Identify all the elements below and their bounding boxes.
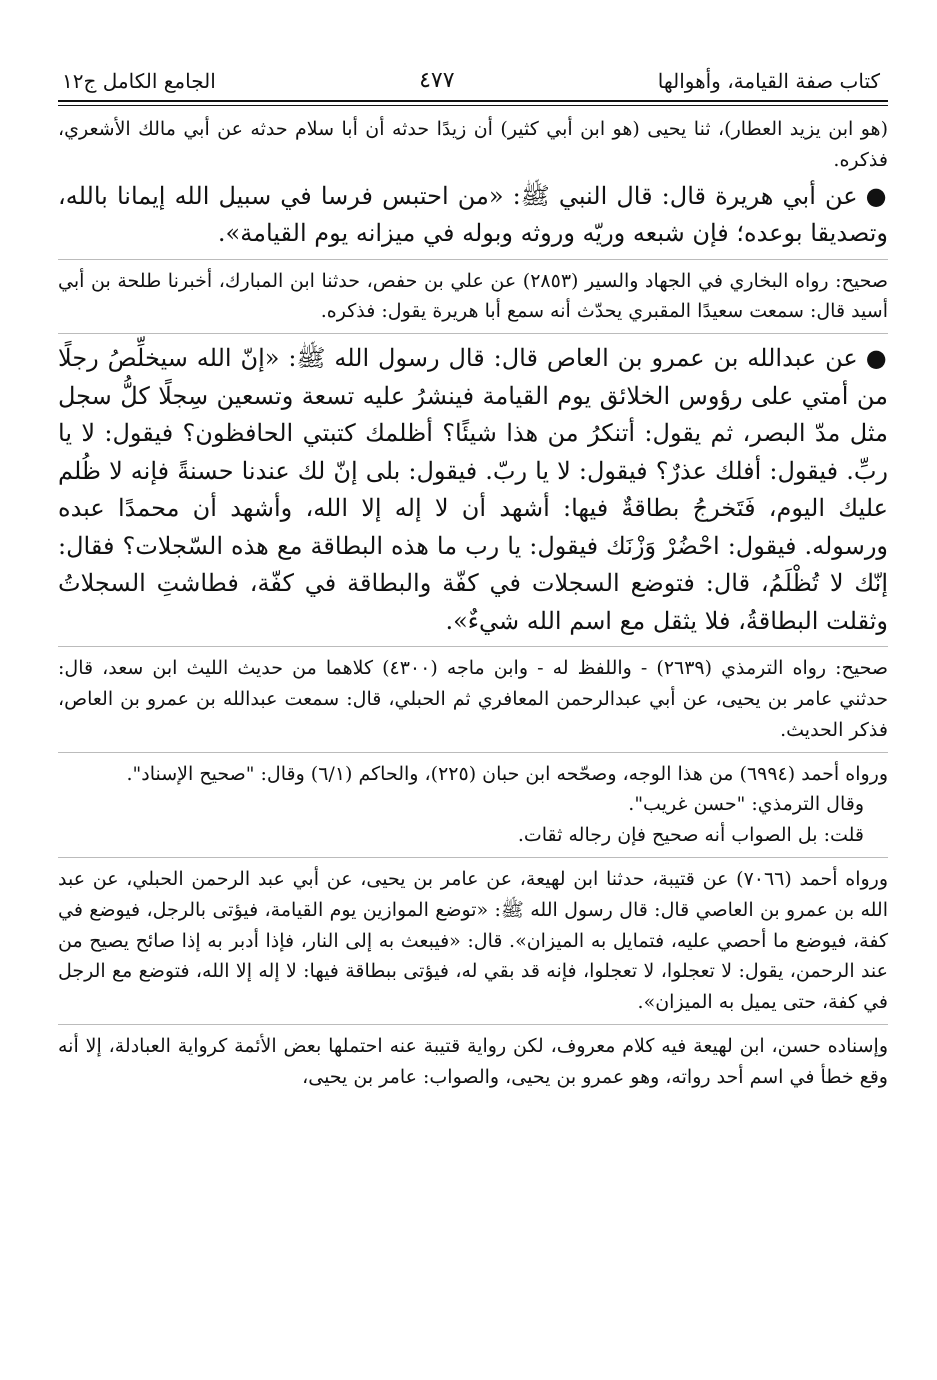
page-number: ٤٧٧	[419, 68, 455, 93]
separator	[58, 857, 888, 858]
commentary-paragraph: ورواه أحمد (٧٠٦٦) عن قتيبة، حدثنا ابن لهيعة، عن عامر بن يحيى، عن أبي عبد الرحمن الحبلي، عن عبد الله بن عمرو بن العاصي قال: قال رسول الله ﷺ: «توضع الموازين يوم القيامة، فيؤتى بالرجل، فيوضع في كفة، فيوضع ما أحصي عليه، فتمايل به الميزان». قال: «فيبعث به إلى النار، فإذا أدبر به إذا صائح يصيح من عند الرحمن، يقول: لا تعجلوا، لا تعجلوا، فإنه قد بقي له، فيؤتى ببطاقة فيها: لا إله إلا الله، فتوضع مع الرجل في كفة، حتى يميل به الميزان».	[58, 867, 889, 1014]
takhrij-paragraph: صحيح: رواه البخاري في الجهاد والسير (٢٨٥٣) عن علي بن حفص، حدثنا ابن المبارك، أخبرنا طلحة بن أبي أسيد قال: سمعت سعيدًا المقبري يحدّث أنه سمع أبا هريرة يقول: فذكره.	[58, 269, 888, 323]
paragraph-isnad-continuation: (هو ابن يزيد العطار)، ثنا يحيى (هو ابن أبي كثير) أن زيدًا حدثه أن أبا سلام حدثه عن أبي مالك الأشعري، فذكره.	[58, 118, 888, 171]
bullet-icon: ●	[865, 181, 888, 210]
header-rule-thin	[58, 105, 888, 106]
page-header	[58, 58, 888, 94]
separator	[58, 752, 888, 753]
separator	[58, 333, 888, 334]
commentary-paragraph: قلت: بل الصواب أنه صحيح فإن رجاله ثقات.	[517, 824, 864, 847]
hadith-paragraph	[58, 340, 888, 640]
running-title-left: الجامع الكامل ج١٢	[62, 69, 216, 93]
hadith-text: عن عبدالله بن عمرو بن العاص قال: قال رسول الله ﷺ: «إنّ الله سيخلِّصُ رجلًا من أمتي على رؤوس الخلائق يوم القيامة فينشرُ عليه تسعة وتسعين سِجلًا كلُّ سجل مثل مدّ البصر، ثم يقول: أتنكرُ من هذا شيئًا؟ أظلمك كتبتي الحافظون؟ فيقول: لا يا ربِّ. فيقول: أفلك عذرٌ؟ فيقول: لا يا ربّ. فيقول: بلى إنّ لك عندنا حسنةً فإنه لا ظُلم عليك اليوم، فَتَخرجُ بطاقةٌ فيها: أشهد أن لا إله إلا الله، وأشهد أن محمدًا عبده ورسوله. فيقول: احْضُرْ وَزْنَك فيقول: يا رب ما هذه البطاقة مع هذه السّجلات؟ فقال: إنّك لا تُظْلَمُ، قال: فتوضع السجلات في كفّة والبطاقة في كفّة، فطاشتِ السجلاتُ وثقلت البطاقةُ، فلا يثقل مع اسم الله شيءٌ».	[58, 344, 888, 635]
separator	[58, 1024, 888, 1025]
separator	[58, 259, 888, 260]
hadith-text: عن أبي هريرة قال: قال النبي ﷺ: «من احتبس فرسا في سبيل الله إيمانا بالله، وتصديقا بوعده؛ فإن شبعه وريّه وروثه وبوله في ميزانه يوم القيامة».	[58, 181, 888, 248]
running-title-right: كتاب صفة القيامة، وأهوالها	[657, 69, 880, 93]
hadith-paragraph	[58, 178, 888, 253]
header-rule-thick	[58, 100, 888, 102]
commentary-paragraph: ورواه أحمد (٦٩٩٤) من هذا الوجه، وصحّحه ابن حبان (٢٢٥)، والحاكم (٦/١) وقال: "صحيح الإسناد".	[126, 762, 888, 785]
separator	[58, 646, 888, 647]
bullet-icon: ●	[865, 344, 888, 373]
commentary-paragraph: وقال الترمذي: "حسن غريب".	[628, 793, 864, 816]
commentary-paragraph: وإسناده حسن، ابن لهيعة فيه كلام معروف، لكن رواية قتيبة عنه احتملها بعض الأئمة كرواية العبادلة، إلا أنه وقع خطأ في اسم أحد رواته، وهو عمرو بن يحيى، والصواب: عامر بن يحيى،	[58, 1034, 888, 1088]
takhrij-paragraph: صحيح: رواه الترمذي (٢٦٣٩) - واللفظ له - وابن ماجه (٤٣٠٠) كلاهما من حديث الليث ابن سعد، قال: حدثني عامر بن يحيى، عن أبي عبدالرحمن المعافري ثم الحبلي، قال: سمعت عبدالله بن عمرو بن العاص، فذكر الحديث.	[58, 657, 888, 741]
document-page	[58, 58, 888, 1093]
